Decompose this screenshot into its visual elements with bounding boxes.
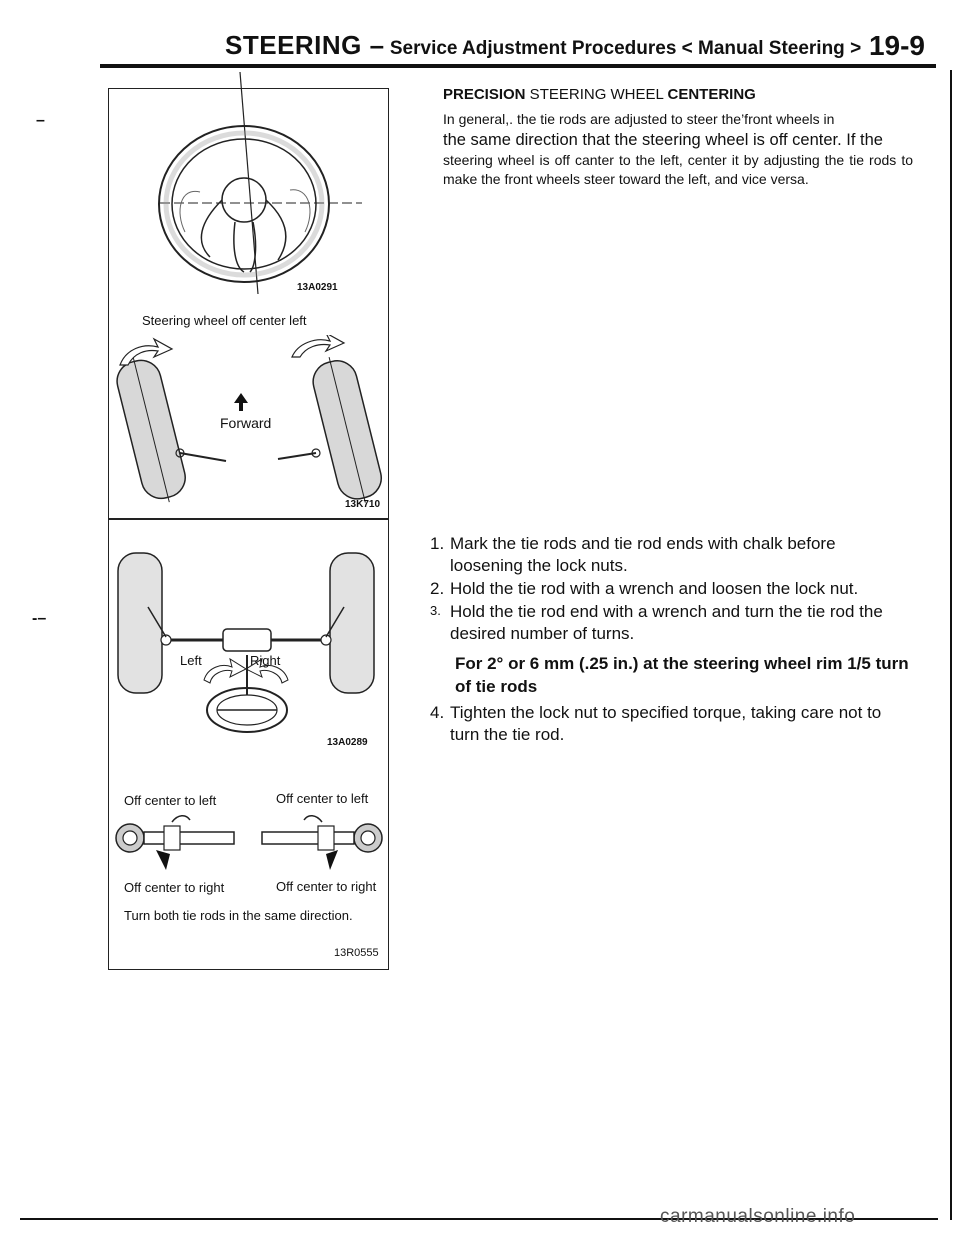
section-title-mid: STEERING WHEEL	[525, 86, 668, 103]
caption-off-center-left-2: Off center to left	[276, 791, 369, 806]
figure-caption: Steering wheel off center left	[142, 313, 307, 328]
figure-code: 13R0555	[334, 947, 379, 959]
step-item	[430, 702, 912, 746]
figure-caption-main: Turn both tie rods in the same direction.	[124, 908, 353, 923]
step-number: 1.	[430, 534, 445, 553]
margin-mark: –	[36, 112, 45, 129]
step-text: Mark the tie rods and tie rod ends with chalk before loosening the lock nuts.	[450, 534, 836, 576]
intro-line-2: the same direction that the steering wheel is off center. If the	[443, 130, 883, 149]
caption-off-center-left-1: Off center to left	[124, 793, 217, 808]
step-item	[430, 533, 912, 577]
tie-rod-linkage-illustration	[108, 545, 389, 735]
figure-code: 13K710	[345, 499, 381, 510]
watermark: carmanualsonline.info	[660, 1206, 856, 1227]
page-edge-line	[950, 70, 952, 1220]
label-forward: Forward	[220, 415, 272, 431]
step-text: Hold the tie rod with a wrench and loosen the lock nut.	[450, 579, 859, 599]
header-rule	[100, 64, 936, 68]
margin-mark: -–	[32, 610, 47, 627]
step-number: 2.	[430, 579, 445, 599]
step-text: Hold the tie rod end with a wrench and turn the tie rod the desired number of turns.	[450, 602, 883, 644]
label-right: Right	[250, 653, 281, 668]
header-title-main: STEERING –	[225, 30, 385, 60]
page-number: 19-9	[868, 30, 925, 61]
section-title-bold-1: PRECISION	[443, 86, 526, 103]
intro-line-1: In general,. the tie rods are adjusted to steer the’front wheels in	[443, 111, 835, 127]
step-number: 3.	[430, 603, 441, 619]
intro-paragraph	[443, 110, 913, 188]
section-title	[443, 86, 756, 103]
procedure-steps	[430, 533, 912, 747]
step-text: Tighten the lock nut to specified torque, taking care not to turn the tie rod.	[450, 702, 882, 744]
label-left: Left	[180, 653, 202, 668]
step-item	[430, 578, 912, 600]
steering-wheel-illustration	[140, 72, 380, 300]
caption-off-center-right-1: Off center to right	[124, 880, 225, 895]
step-3-note: For 2° or 6 mm (.25 in.) at the steering wheel rim 1/5 turn of tie rods	[455, 654, 909, 696]
header-title-sub: Service Adjustment Procedures < Manual Steering >	[384, 38, 862, 59]
figure-code: 13A0291	[297, 282, 338, 293]
section-title-bold-2: CENTERING	[667, 86, 756, 103]
tie-rod-turn-illustration	[112, 810, 387, 875]
step-number: 4.	[430, 702, 445, 722]
figure-code: 13A0289	[327, 737, 368, 748]
caption-off-center-right-2: Off center to right	[276, 879, 377, 894]
intro-rest: steering wheel is off canter to the left, center it by adjusting the tie rods to make the front wheels steer toward the left, and vice versa.	[443, 151, 913, 187]
page-header-title	[225, 30, 925, 61]
figure-separator	[108, 518, 389, 520]
step-item	[430, 601, 912, 645]
